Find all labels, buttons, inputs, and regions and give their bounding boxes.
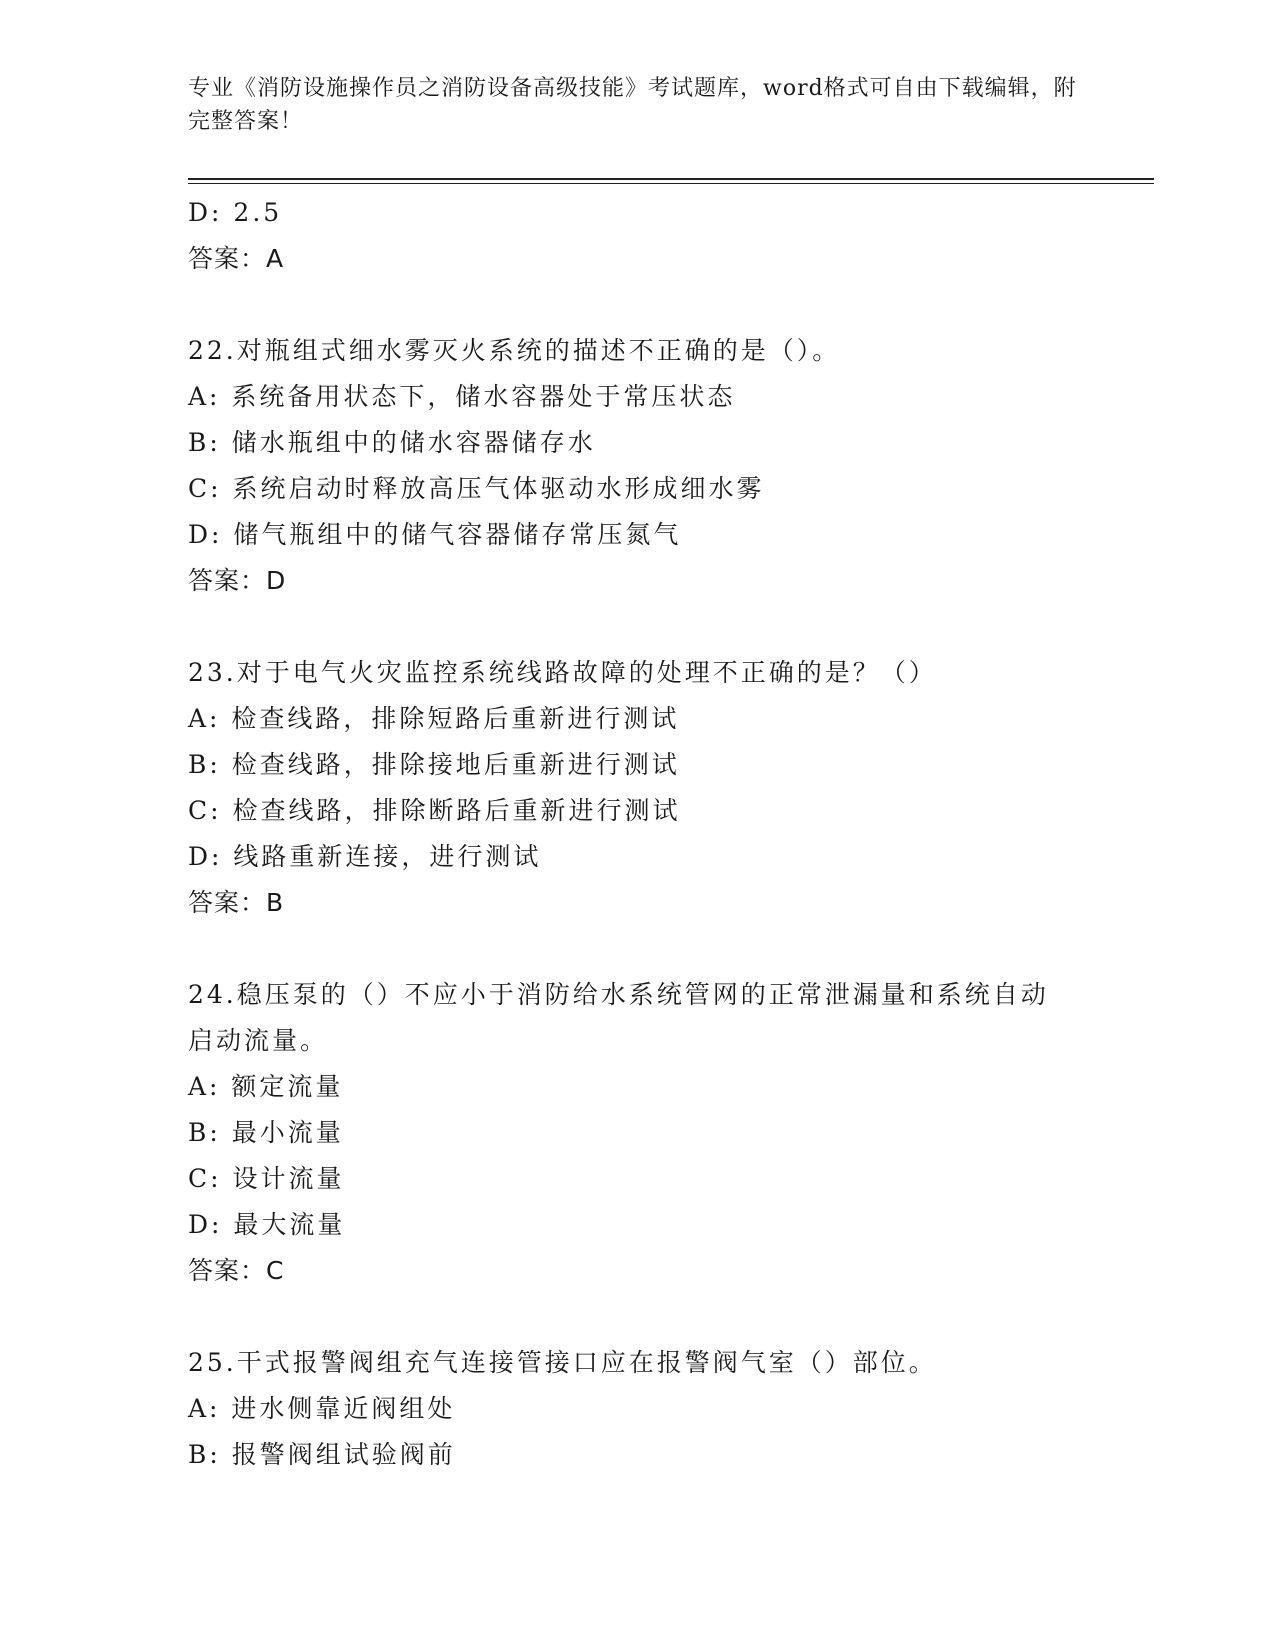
document-body (188, 190, 1088, 1478)
spacer (188, 1294, 1088, 1340)
answer-line: 答案：C (188, 1256, 285, 1285)
option-a: A: 额定流量 (188, 1072, 344, 1101)
question-block-22 (188, 328, 1088, 604)
option-c: C: 设计流量 (188, 1164, 345, 1193)
question-text-line-2: 启动流量。 (188, 1026, 329, 1055)
answer-line: 答案：D (188, 566, 287, 595)
document-header: 专业《消防设施操作员之消防设备高级技能》考试题库，word格式可自由下载编辑，附完整答案！ (188, 76, 1077, 134)
question-text: 22.对瓶组式细水雾灭火系统的描述不正确的是（）。 (188, 336, 841, 365)
spacer (188, 282, 1088, 328)
question-block-25 (188, 1340, 1088, 1478)
option-b: B: 检查线路，排除接地后重新进行测试 (188, 750, 680, 779)
option-d: D: 2.5 (188, 198, 283, 227)
header-rule-thin (188, 183, 1154, 184)
option-b: B: 储水瓶组中的储水容器储存水 (188, 428, 596, 457)
option-d: D: 储气瓶组中的储气容器储存常压氮气 (188, 520, 682, 549)
spacer (188, 926, 1088, 972)
option-c: C: 系统启动时释放高压气体驱动水形成细水雾 (188, 474, 765, 503)
option-a: A: 检查线路，排除短路后重新进行测试 (188, 704, 680, 733)
answer-line: 答案：A (188, 244, 285, 273)
option-b: B: 报警阀组试验阀前 (188, 1440, 456, 1469)
question-block-23 (188, 650, 1088, 926)
header-rule-thick (188, 178, 1154, 180)
option-d: D: 线路重新连接，进行测试 (188, 842, 542, 871)
spacer (188, 604, 1088, 650)
option-a: A: 进水侧靠近阀组处 (188, 1394, 456, 1423)
question-text: 23.对于电气火灾监控系统线路故障的处理不正确的是？（） (188, 658, 937, 687)
option-b: B: 最小流量 (188, 1118, 344, 1147)
option-a: A: 系统备用状态下，储水容器处于常压状态 (188, 382, 736, 411)
answer-line: 答案：B (188, 888, 285, 917)
question-text-line-1: 24.稳压泵的（）不应小于消防给水系统管网的正常泄漏量和系统自动 (188, 980, 1049, 1009)
question-text: 25.干式报警阀组充气连接管接口应在报警阀气室（）部位。 (188, 1348, 937, 1377)
option-c: C: 检查线路，排除断路后重新进行测试 (188, 796, 681, 825)
option-d: D: 最大流量 (188, 1210, 346, 1239)
question-block-24 (188, 972, 1088, 1294)
